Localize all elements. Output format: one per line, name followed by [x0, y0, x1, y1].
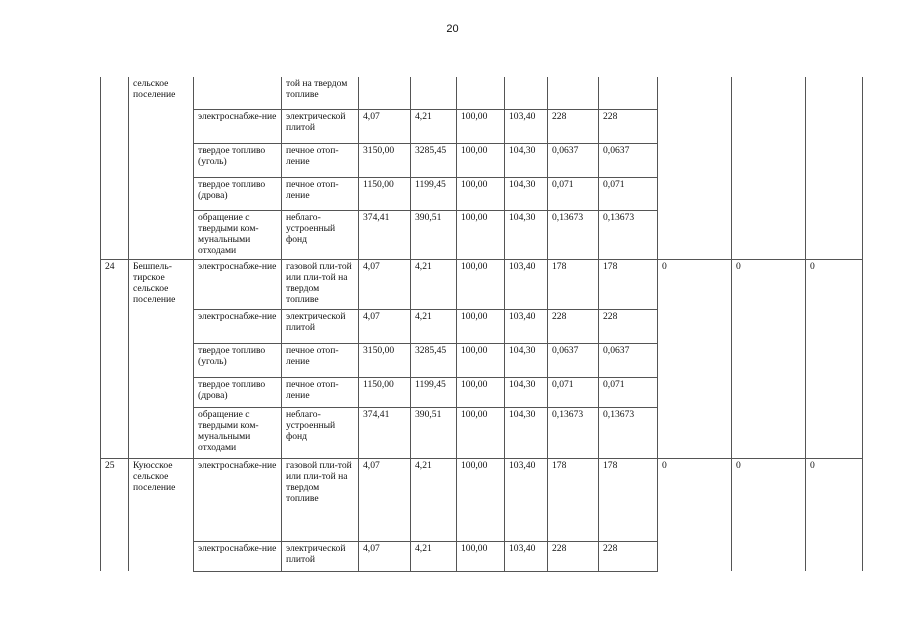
value-5-cell: 0,0637 [548, 343, 599, 377]
extra-1-cell [658, 309, 732, 343]
value-3-cell: 100,00 [457, 259, 505, 309]
value-3-cell: 100,00 [457, 407, 505, 458]
value-4-cell [505, 77, 548, 109]
value-1-cell: 374,41 [359, 407, 411, 458]
value-3-cell: 100,00 [457, 343, 505, 377]
value-1-cell: 4,07 [359, 309, 411, 343]
extra-2-cell [732, 109, 806, 143]
extra-2-cell: 0 [732, 259, 806, 309]
value-2-cell: 4,21 [411, 109, 457, 143]
utility-service-cell: обращение с твердыми ком-мунальными отходами [194, 407, 282, 458]
value-3-cell: 100,00 [457, 143, 505, 177]
value-5-cell: 0,13673 [548, 210, 599, 259]
value-4-cell: 104,30 [505, 407, 548, 458]
extra-2-cell [732, 407, 806, 458]
extra-3-cell [806, 309, 863, 343]
utility-service-cell: твердое топливо (дрова) [194, 377, 282, 407]
value-6-cell: 228 [599, 109, 658, 143]
usage-method-cell: печное отоп-ление [282, 143, 359, 177]
value-1-cell [359, 77, 411, 109]
value-3-cell [457, 77, 505, 109]
value-4-cell: 104,30 [505, 177, 548, 210]
value-3-cell: 100,00 [457, 309, 505, 343]
value-1-cell: 4,07 [359, 109, 411, 143]
row-number-cell [101, 77, 129, 109]
extra-1-cell [658, 377, 732, 407]
utility-service-cell: электроснабже-ние [194, 458, 282, 541]
value-5-cell: 0,071 [548, 177, 599, 210]
value-6-cell: 0,0637 [599, 343, 658, 377]
value-6-cell: 228 [599, 309, 658, 343]
table-row [101, 377, 863, 407]
utility-service-cell: электроснабже-ние [194, 259, 282, 309]
table-row [101, 259, 863, 309]
extra-3-cell [806, 210, 863, 259]
row-number-cell [101, 541, 129, 571]
extra-3-cell [806, 377, 863, 407]
value-2-cell: 3285,45 [411, 143, 457, 177]
extra-2-cell [732, 309, 806, 343]
extra-1-cell [658, 343, 732, 377]
value-1-cell: 4,07 [359, 458, 411, 541]
value-6-cell: 228 [599, 541, 658, 571]
utility-service-cell: обращение с твердыми ком-мунальными отходами [194, 210, 282, 259]
row-number-cell [101, 109, 129, 143]
page-number: 20 [446, 23, 459, 35]
extra-3-cell [806, 343, 863, 377]
row-number-cell [101, 377, 129, 407]
usage-method-cell: той на твердом топливе [282, 77, 359, 109]
value-6-cell: 0,0637 [599, 143, 658, 177]
value-6-cell: 178 [599, 458, 658, 541]
settlement-name-cell [129, 109, 194, 143]
table-row [101, 177, 863, 210]
extra-3-cell [806, 541, 863, 571]
value-5-cell: 178 [548, 259, 599, 309]
settlement-name-cell [129, 541, 194, 571]
value-5-cell: 178 [548, 458, 599, 541]
table-row [101, 458, 863, 541]
extra-2-cell [732, 377, 806, 407]
extra-1-cell [658, 210, 732, 259]
value-2-cell: 4,21 [411, 458, 457, 541]
value-5-cell: 0,071 [548, 377, 599, 407]
value-6-cell: 0,13673 [599, 210, 658, 259]
usage-method-cell: неблаго-устроенный фонд [282, 407, 359, 458]
extra-3-cell: 0 [806, 259, 863, 309]
settlement-name-cell [129, 210, 194, 259]
settlement-name-cell [129, 377, 194, 407]
value-2-cell: 4,21 [411, 259, 457, 309]
row-number-cell [101, 343, 129, 377]
value-6-cell: 0,071 [599, 377, 658, 407]
row-number-cell: 25 [101, 458, 129, 541]
extra-2-cell [732, 177, 806, 210]
value-5-cell: 228 [548, 109, 599, 143]
row-number-cell [101, 177, 129, 210]
extra-3-cell [806, 407, 863, 458]
tariff-table [100, 77, 863, 572]
value-6-cell: 178 [599, 259, 658, 309]
value-1-cell: 4,07 [359, 541, 411, 571]
usage-method-cell: электрической плитой [282, 309, 359, 343]
settlement-name-cell [129, 343, 194, 377]
value-4-cell: 103,40 [505, 309, 548, 343]
table-row [101, 77, 863, 109]
value-2-cell [411, 77, 457, 109]
value-1-cell: 3150,00 [359, 143, 411, 177]
value-4-cell: 103,40 [505, 541, 548, 571]
value-4-cell: 103,40 [505, 109, 548, 143]
value-5-cell: 228 [548, 541, 599, 571]
value-3-cell: 100,00 [457, 541, 505, 571]
value-5-cell: 0,0637 [548, 143, 599, 177]
value-1-cell: 1150,00 [359, 177, 411, 210]
utility-service-cell: твердое топливо (уголь) [194, 343, 282, 377]
value-1-cell: 1150,00 [359, 377, 411, 407]
value-4-cell: 103,40 [505, 259, 548, 309]
extra-1-cell [658, 143, 732, 177]
row-number-cell [101, 210, 129, 259]
extra-2-cell [732, 143, 806, 177]
extra-2-cell: 0 [732, 458, 806, 541]
usage-method-cell: неблаго-устроенный фонд [282, 210, 359, 259]
utility-service-cell: твердое топливо (дрова) [194, 177, 282, 210]
extra-3-cell [806, 109, 863, 143]
utility-service-cell: твердое топливо (уголь) [194, 143, 282, 177]
utility-service-cell: электроснабже-ние [194, 309, 282, 343]
value-2-cell: 3285,45 [411, 343, 457, 377]
row-number-cell [101, 143, 129, 177]
value-6-cell: 0,13673 [599, 407, 658, 458]
value-1-cell: 4,07 [359, 259, 411, 309]
table-row [101, 210, 863, 259]
table-row [101, 343, 863, 377]
value-2-cell: 4,21 [411, 541, 457, 571]
settlement-name-cell [129, 143, 194, 177]
extra-1-cell [658, 177, 732, 210]
utility-service-cell: электроснабже-ние [194, 541, 282, 571]
usage-method-cell: печное отоп-ление [282, 343, 359, 377]
settlement-name-cell [129, 309, 194, 343]
settlement-name-cell [129, 407, 194, 458]
value-5-cell: 0,13673 [548, 407, 599, 458]
value-2-cell: 390,51 [411, 407, 457, 458]
value-1-cell: 374,41 [359, 210, 411, 259]
value-2-cell: 4,21 [411, 309, 457, 343]
row-number-cell [101, 309, 129, 343]
settlement-name-cell: Бешпель-тирское сельское поселение [129, 259, 194, 309]
extra-1-cell [658, 541, 732, 571]
value-2-cell: 390,51 [411, 210, 457, 259]
extra-3-cell [806, 177, 863, 210]
extra-2-cell [732, 541, 806, 571]
table-row [101, 143, 863, 177]
usage-method-cell: газовой пли-той или пли-той на твердом топливе [282, 259, 359, 309]
value-4-cell: 103,40 [505, 458, 548, 541]
settlement-name-cell: сельское поселение [129, 77, 194, 109]
table-row [101, 407, 863, 458]
value-1-cell: 3150,00 [359, 343, 411, 377]
row-number-cell [101, 407, 129, 458]
usage-method-cell: газовой пли-той или пли-той на твердом топливе [282, 458, 359, 541]
usage-method-cell: печное отоп-ление [282, 177, 359, 210]
value-4-cell: 104,30 [505, 143, 548, 177]
value-4-cell: 104,30 [505, 377, 548, 407]
usage-method-cell: печное отоп-ление [282, 377, 359, 407]
extra-1-cell: 0 [658, 458, 732, 541]
extra-1-cell [658, 109, 732, 143]
value-3-cell: 100,00 [457, 109, 505, 143]
usage-method-cell: электрической плитой [282, 109, 359, 143]
value-4-cell: 104,30 [505, 210, 548, 259]
value-6-cell [599, 77, 658, 109]
extra-3-cell [806, 143, 863, 177]
row-number-cell: 24 [101, 259, 129, 309]
value-2-cell: 1199,45 [411, 177, 457, 210]
extra-1-cell: 0 [658, 259, 732, 309]
table-row [101, 109, 863, 143]
value-3-cell: 100,00 [457, 458, 505, 541]
extra-1-cell [658, 77, 732, 109]
table-row [101, 541, 863, 571]
value-3-cell: 100,00 [457, 377, 505, 407]
value-6-cell: 0,071 [599, 177, 658, 210]
usage-method-cell: электрической плитой [282, 541, 359, 571]
extra-2-cell [732, 343, 806, 377]
settlement-name-cell: Куюсское сельское поселение [129, 458, 194, 541]
value-2-cell: 1199,45 [411, 377, 457, 407]
value-3-cell: 100,00 [457, 177, 505, 210]
extra-3-cell [806, 77, 863, 109]
extra-1-cell [658, 407, 732, 458]
value-5-cell [548, 77, 599, 109]
extra-2-cell [732, 210, 806, 259]
value-4-cell: 104,30 [505, 343, 548, 377]
value-3-cell: 100,00 [457, 210, 505, 259]
settlement-name-cell [129, 177, 194, 210]
utility-service-cell: электроснабже-ние [194, 109, 282, 143]
utility-service-cell [194, 77, 282, 109]
extra-3-cell: 0 [806, 458, 863, 541]
value-5-cell: 228 [548, 309, 599, 343]
table-row [101, 309, 863, 343]
extra-2-cell [732, 77, 806, 109]
